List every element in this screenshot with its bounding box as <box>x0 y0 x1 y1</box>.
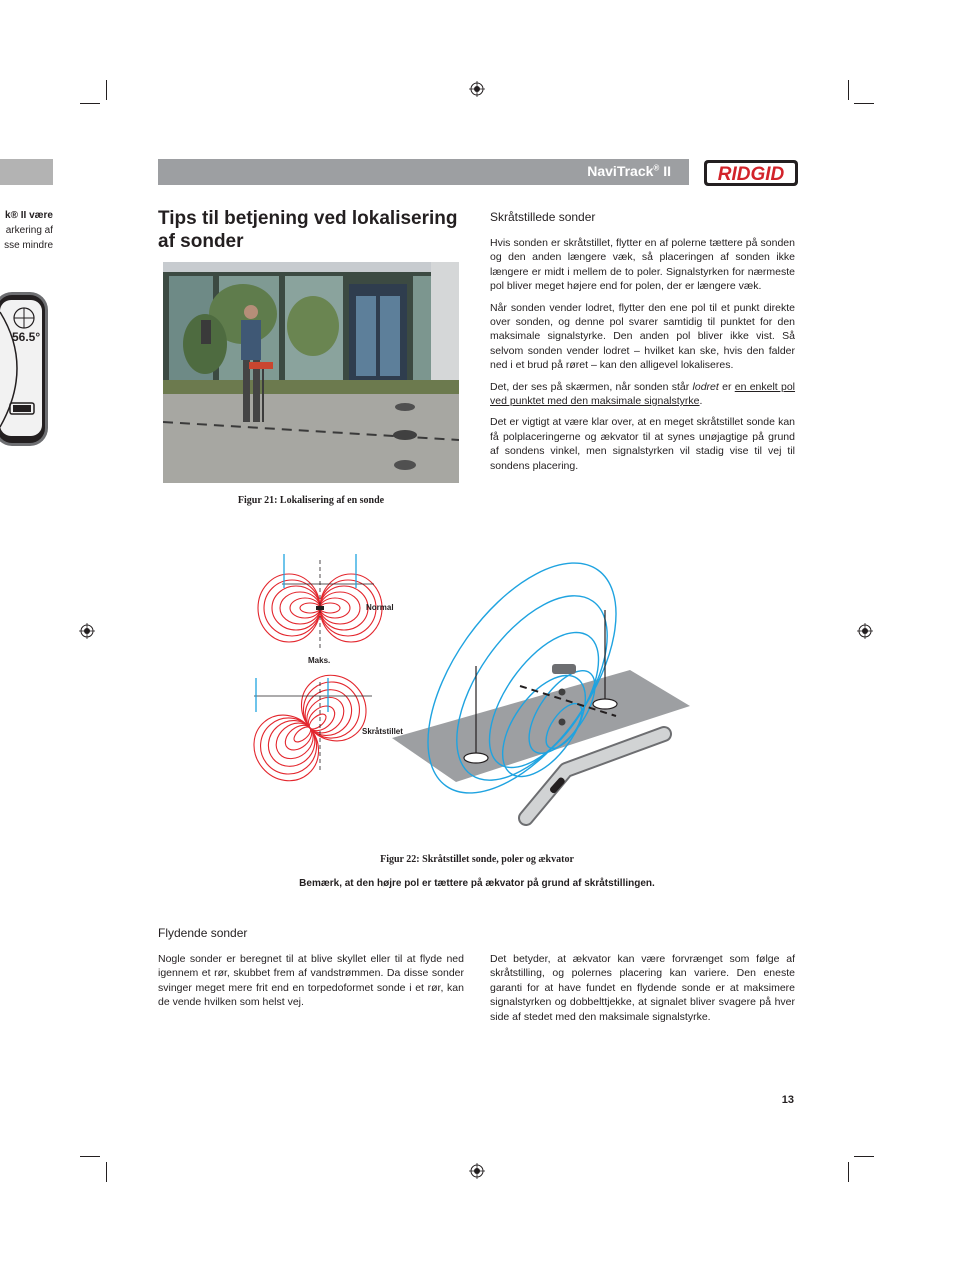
header-bar <box>158 159 689 185</box>
previous-page-header-bar <box>0 159 53 185</box>
registration-mark-icon <box>469 81 485 97</box>
paragraph: Det betyder, at ækvator kan være forvrænget som følge af skråtstilling, og polernes placering kan variere. Den eneste garanti for at have fundet en flydende sonde er at maksimere signalstyrken og dobbelttjekke, at signalet bliver svagere på hver side af stedet med den maksimale signalstyrke. <box>490 953 795 1023</box>
paragraph: Hvis sonden er skråtstillet, flytter en af polerne tættere på sonden og den anden længere væk, så placeringen af sonden ikke længere er midt i mellem de to poler. Signalstyrken for nærmeste pol bliver meget højere end for polen, der er længere væk. <box>490 237 795 293</box>
device-reading: 56.5° <box>12 330 41 344</box>
paragraph: Det, der ses på skærmen, når sonden står lodret er en enkelt pol ved punktet med den maksimale signalstyrke. <box>490 380 796 408</box>
floating-sondes-text-right <box>490 952 795 1031</box>
page-number: 13 <box>781 1094 794 1106</box>
registration-mark-icon <box>79 623 95 639</box>
locating-photo <box>163 262 459 483</box>
locator-screen-illustration <box>0 292 50 446</box>
crop-mark <box>80 103 100 104</box>
label-max: Maks. <box>308 656 331 665</box>
paragraph: Nogle sonder er beregnet til at blive skyllet eller til at flyde ned igennem et rør, skubbet frem af vandstrømmen. Da disse sonder svinger meget mere frit end en torpedoformet sonde i et rør, kan de vende hvilken som helst vej. <box>158 953 464 1009</box>
ridgid-logo <box>704 160 798 186</box>
tilted-sondes-heading: Skråtstillede sonder <box>490 210 596 224</box>
product-name: NaviTrack® II <box>587 163 671 179</box>
label-tilted: Skråtstillet <box>362 727 403 736</box>
normal-field-icon <box>258 554 382 648</box>
figure-21-caption: Figur 21: Lokalisering af en sonde <box>237 495 385 506</box>
brand-wordmark: RIDGID <box>717 164 785 185</box>
crop-mark <box>854 1156 874 1157</box>
floating-sondes-heading: Flydende sonder <box>158 926 248 940</box>
crop-mark <box>848 80 849 100</box>
crop-mark <box>80 1156 100 1157</box>
crop-mark <box>106 80 107 100</box>
tilted-field-icon <box>244 662 379 794</box>
crop-mark <box>106 1162 107 1182</box>
paragraph: Når sonden vender lodret, flytter den ene pol til et punkt direkte over sonden, og denne pol svarer samtidig til punktet for den maksimale signalstyrke. Den anden pol bliver ikke vist. Så selvom sonden vender lodret – hvilket kan ske, hvis den falder ned i et brud på røret – kan den alligevel lokaliseres. <box>490 301 795 372</box>
tilted-sonde-3d-illustration <box>391 550 690 825</box>
figure-22-caption: Figur 22: Skråtstillet sonde, poler og ækvator <box>380 854 574 865</box>
tilted-sonde-diagram <box>244 550 700 830</box>
crop-mark <box>848 1162 849 1182</box>
registration-mark-icon <box>857 623 873 639</box>
figure-22-note: Bemærk, at den højre pol er tættere på ækvator på grund af skråtstillingen. <box>299 878 655 889</box>
paragraph: Det er vigtigt at være klar over, at en meget skråtstillet sonde kan få polplaceringerne og ækvator til at synes unøjagtige på grund af sondens vinkel, men signalstyrken vil stadig vise til vej til sondens placering. <box>490 416 795 472</box>
label-normal: Normal <box>366 603 394 612</box>
crop-mark <box>854 103 874 104</box>
floating-sondes-text-left <box>158 952 464 1017</box>
registration-mark-icon <box>469 1163 485 1179</box>
tilted-sondes-text <box>490 236 795 480</box>
page-title: Tips til betjening ved lokalisering af sonder <box>158 208 458 252</box>
previous-page-text: k® II være arkering af sse mindre <box>4 210 53 251</box>
